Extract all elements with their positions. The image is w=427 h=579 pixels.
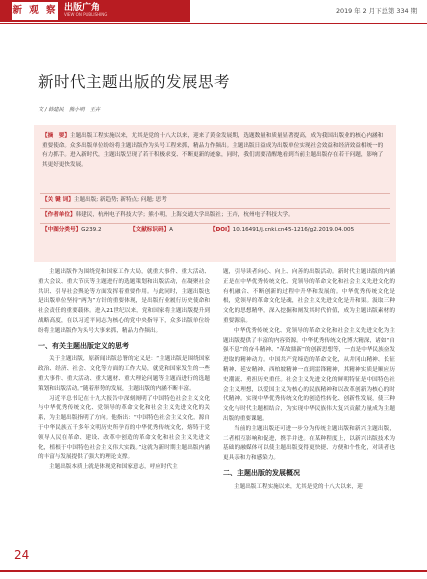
clc-row <box>42 226 102 235</box>
abstract-divider <box>40 223 390 224</box>
keywords-row <box>42 196 388 205</box>
author-info-value: 韩建民，杭州电子科技大学；熊小明，上海交通大学出版社；王卉，杭州电子科技大学。 <box>75 212 294 218</box>
doi-label: 【DOI】 <box>210 227 233 233</box>
abstract-label: 【摘 要】 <box>42 133 70 139</box>
section-heading: 一、有关主题出版定义的思考 <box>38 341 129 350</box>
abstract-divider <box>40 208 390 209</box>
paragraph: 主题出版工程实施以来，尤其是党的十八大以来，迎 <box>234 483 363 490</box>
magazine-name-en: VIEW ON PUBLISHING <box>64 12 108 17</box>
body-column-right <box>223 268 395 493</box>
header-rule <box>0 23 427 24</box>
header-band <box>0 0 190 22</box>
page-header <box>0 0 427 40</box>
code-value: A <box>169 227 173 233</box>
article-authors: 文 / 韩建民 熊小明 王卉 <box>38 107 101 113</box>
paragraph: 关于主题出版，原新闻出版总署的定义是：“主题出版是围绕国家政治、经济、社会、文化等方面的工作大局，就党和国家发生的一些重大事件、重大活动、重大题材、重大理论问题等主题而进行的选题策划和出版活动。”随着形势的发展，主题出版的内涵不断丰富。 <box>38 356 210 392</box>
clc-label: 【中图分类号】 <box>42 227 82 233</box>
article-title: 新时代主题出版的发展思考 <box>38 73 231 91</box>
page-number: 24 <box>14 548 30 562</box>
paragraph: 中华优秀传统文化、党领导的革命文化和社会主义先进文化为主题出版提供了丰富的内容资源。中华优秀传统文化博大精深，诸如“自强不息”的奋斗精神、“革故鼎新”的创新思想等，一直是中华民族奋发进取的精神动力。中国共产党缔造的革命文化，从井冈山精神、长征精神、延安精神、西柏坡精神一直到雷锋精神，其精神实质是顺应历史潮流、勇担历史重任。社会主义先进文化的鲜明特征是中国特色社会主义理想，以爱国主义为核心的民族精神和以改革创新为核心的时代精神。实现中华优秀传统文化的创造性转化、创新性发展，使三种文化与时代主题相结合，为实现中华民族伟大复兴贡献力量成为主题出版的重要课题。 <box>223 327 395 422</box>
abstract-box <box>34 125 396 262</box>
paragraph: 当前的主题出版还可进一步分为传统主题出版和新兴主题出版，二者相互影响和促进，携手并进。在某种程度上，以新兴出版技术为基础的融媒体可以使主题出版变得更快捷、方便和个性化，对读者也更具亲和力和感染力。 <box>223 425 395 462</box>
abstract-divider <box>40 193 390 194</box>
code-label: 【文献标识码】 <box>130 227 170 233</box>
issue-info: 2019 年 2 月下总第 334 期 <box>335 7 417 15</box>
doi-value: 10.16491/j.cnki.cn45-1216/g2.2019.04.005 <box>232 227 355 233</box>
paragraph: 主题出版作为围绕党和国家工作大局，就重大事件、重大活动、重大会议、重大节庆等主题进行的选题策划和出版活动，在凝聚社会共识、引导社会舆论等方面发挥着重要作用。与此同时，主题出版也是出版单位坚持“两为”方针的重要体现，是出版行业履行历史使命和社会责任的重要载体。进入21世纪以来，党和国家将主题出版提升到战略高度，在以习近平同志为核心的党中央指导下，众多出版单位纷纷将主题出版作为头号大事来抓，精品力作频出。 <box>38 269 210 334</box>
code-row <box>130 226 173 235</box>
section-tag: 新 观 察 <box>12 2 58 20</box>
keywords-label: 【关 键 词】 <box>42 197 74 203</box>
magazine-name: 出版广角 <box>64 3 101 13</box>
author-info-label: 【作者单位】 <box>42 212 76 218</box>
body-column-left <box>38 268 210 473</box>
paragraph: 主题出版本质上就是体现党和国家意志，呼应时代主 <box>49 464 178 471</box>
footer-rule <box>0 570 427 572</box>
keywords-value: 主题出版; 新趋势; 新特点; 问题; 思考 <box>73 197 167 203</box>
abstract-content: 主题出版工程实施以来，尤其是党的十八大以来，迎来了黄金发展期，选题数量和质量显著提高，成为我国出版业的核心内涵和重要使命。众多出版单位纷纷将主题出版作为头号工程来抓，精品力作频出。主题出版日益成为出版单位实现社会效益和经济效益相统一的有力抓手。进入新时代，主题出版呈现了若干积极求变、不断更新的迹象，同时，我们需要清醒地看到当前主题出版存在若干问题，影响了其更好更快发展。 <box>42 133 384 168</box>
abstract-text <box>42 132 386 170</box>
paragraph: 题，引导读者向心、向上、向善的出版活动。新时代主题出版的内涵正是在中华优秀传统文化、党领导的革命文化和社会主义先进文化的有机融合、不断创新的过程中升华和发展的。中华优秀传统文化是根，党领导的革命文化是魂，社会主义先进文化是升和果。汲取三种文化的思想精华，深入挖掘和阐发其时代价值，成为主题出版素材的重要源泉。 <box>223 269 395 324</box>
clc-value: G239.2 <box>81 227 102 233</box>
doi-row <box>210 226 354 235</box>
author-info-row <box>42 211 388 220</box>
paragraph: 习近平总书记在十九大报告中深刻阐明了中国特色社会主义文化与中华优秀传统文化、党领导的革命文化和社会主义先进文化的关系，为主题出版指明了方向。他指出：“中国特色社会主义文化，源自于中华民族五千多年文明历史所孕育的中华优秀传统文化，熔铸于党领导人民在革命、建设、改革中创造的革命文化和社会主义先进文化，植根于中国特色社会主义伟大实践。”这就为新时期主题出版内涵的丰富与发展提供了强大的理论支撑。 <box>38 395 210 461</box>
section-heading: 二、主题出版的发展概况 <box>223 468 300 477</box>
